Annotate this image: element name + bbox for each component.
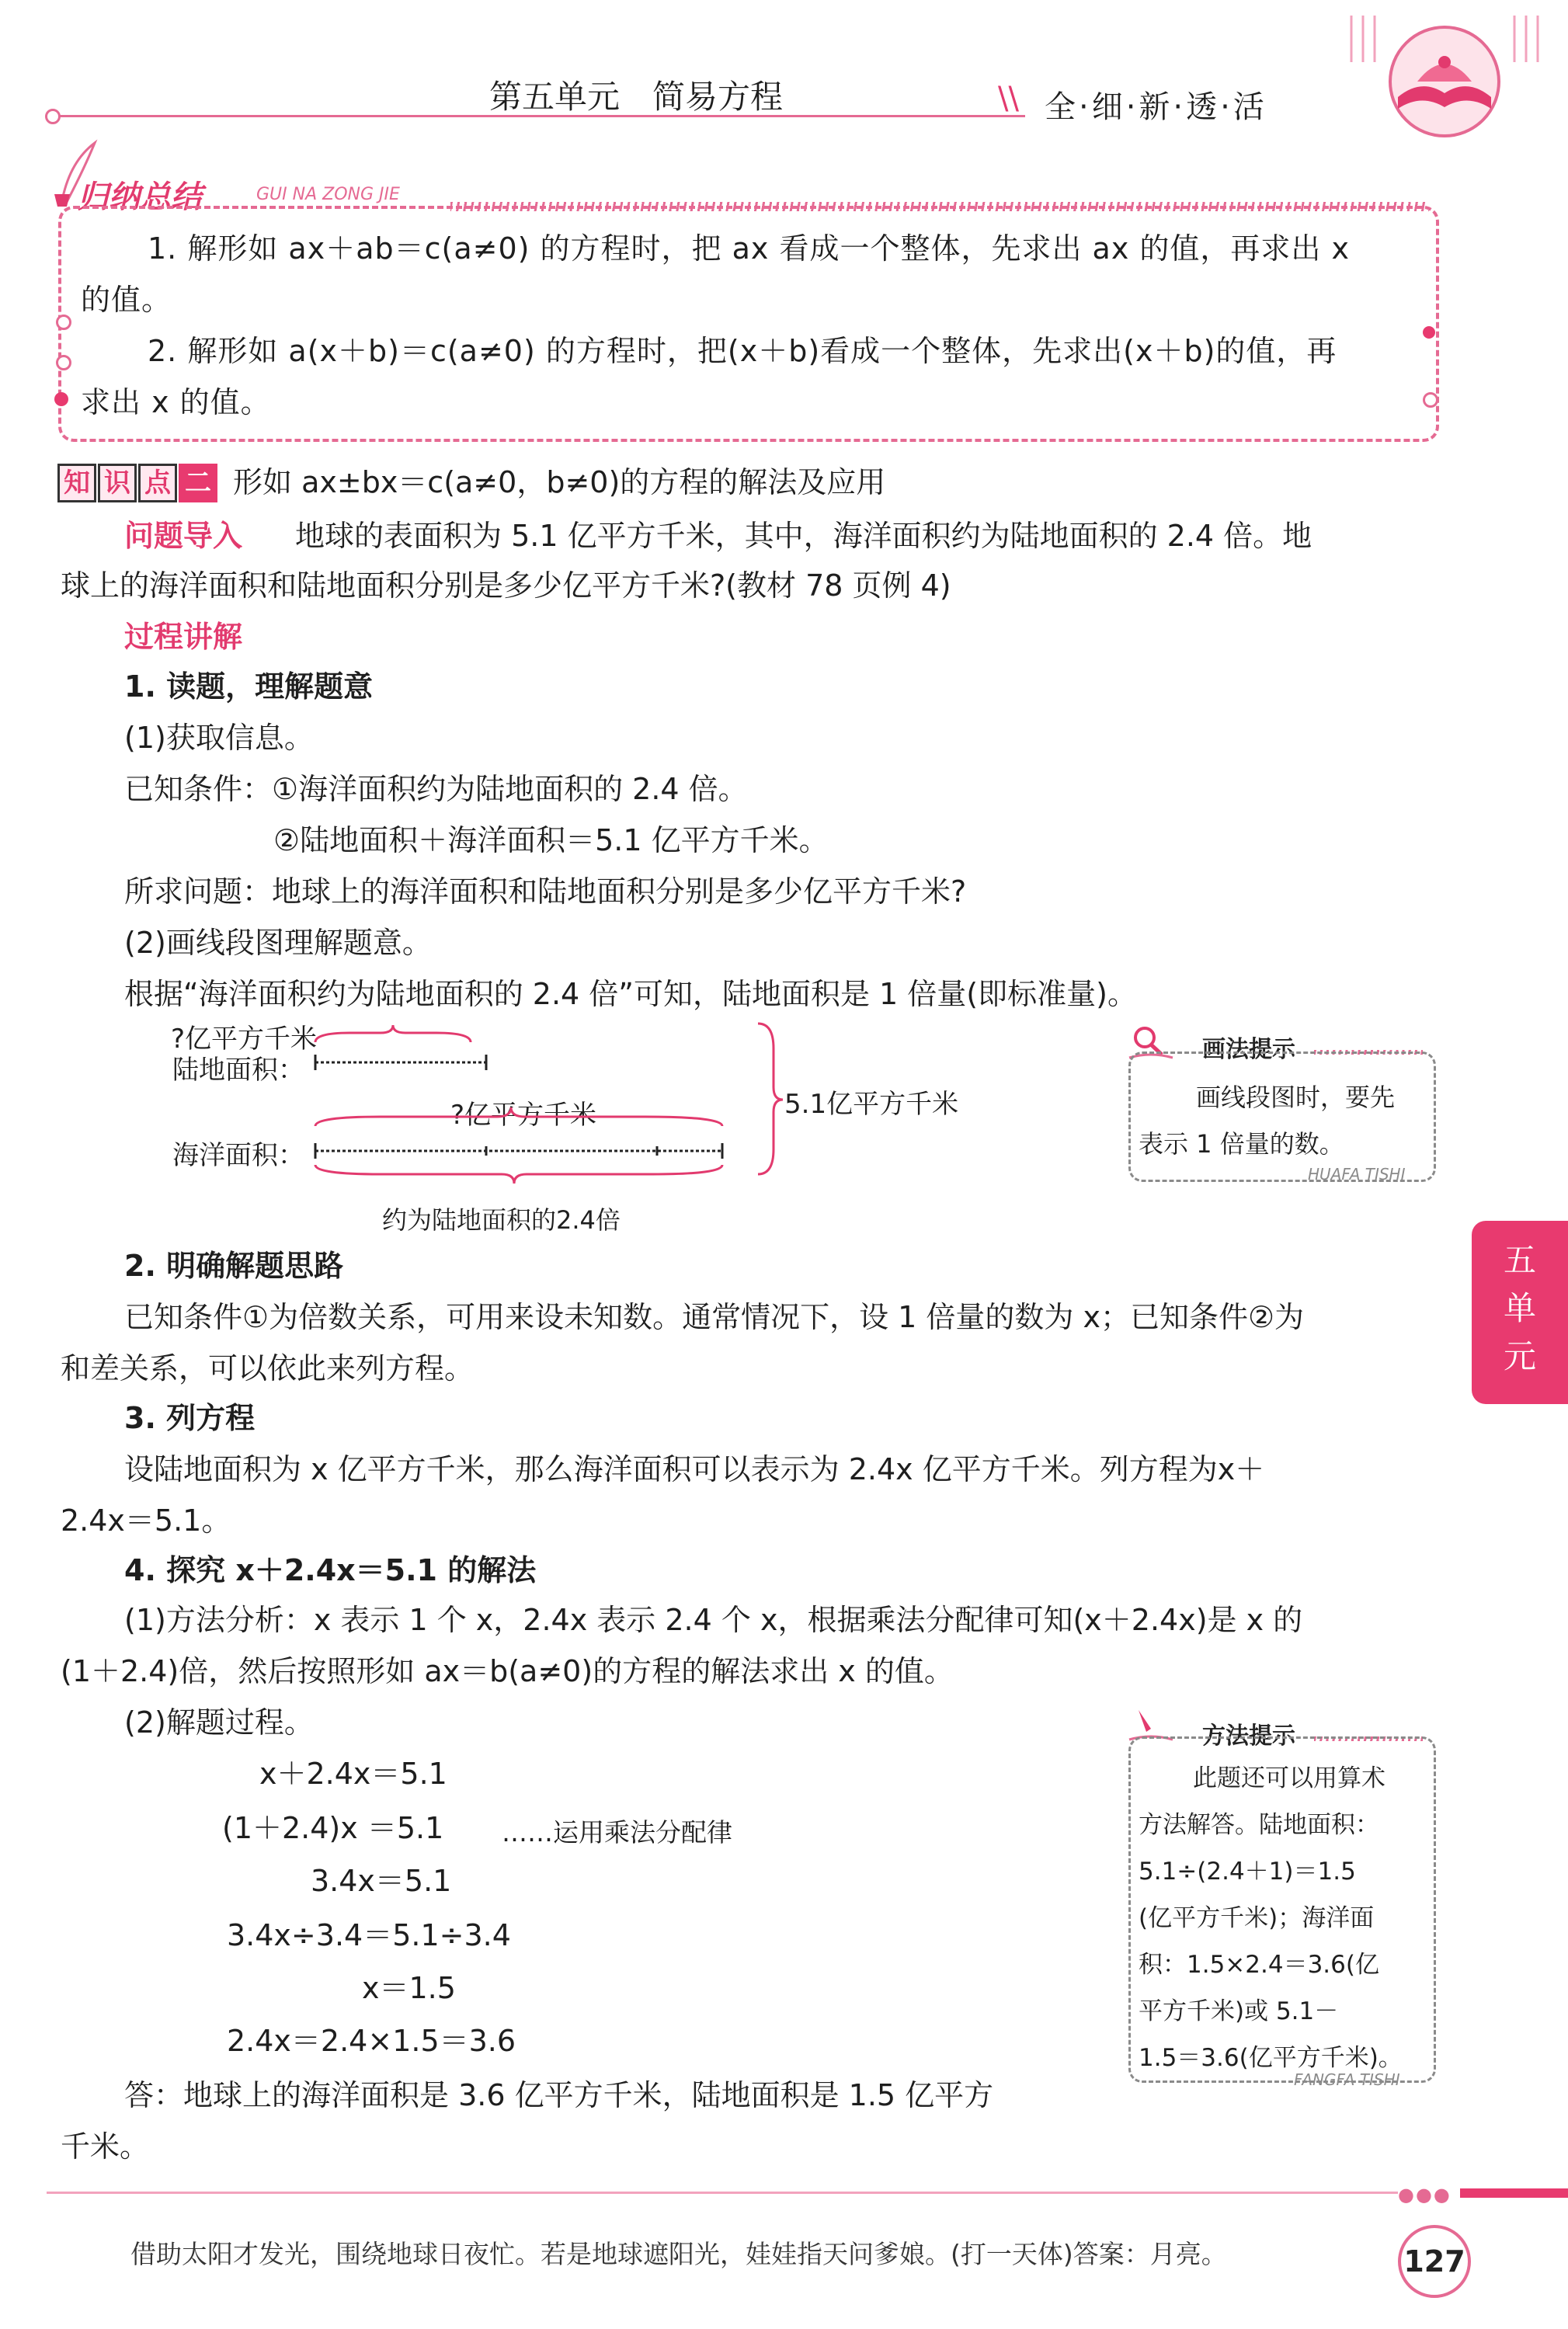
land-top-label: ?亿平方千米 [171,1024,318,1055]
equation-line: 3.4x÷3.4＝5.1÷3.4 [227,1918,511,1952]
total-brace [758,1024,783,1174]
slash-decoration: \\ [998,81,1019,116]
equation-line: (1＋2.4)x ＝5.1 [222,1811,444,1845]
step-1-1: (1)获取信息。 [124,721,314,755]
equation-line: x＋2.4x＝5.1 [259,1757,447,1791]
kp-number: 二 [179,464,217,502]
summary-heading: 归纳总结 [78,179,202,215]
summary-dot [1423,392,1438,408]
ocean-top-label: ?亿平方千米 [450,1100,597,1131]
tip-title: 方法提示 [1202,1722,1295,1750]
answer-text: 答：地球上的海洋面积是 3.6 亿平方千米，陆地面积是 1.5 亿平方 [124,2078,994,2112]
page-number: 127 [1398,2225,1471,2298]
tip-line: 平方千米)或 5.1－ [1139,1997,1339,2025]
tip-line: 方法解答。陆地面积： [1139,1811,1379,1839]
tip-line: 积：1.5×2.4＝3.6(亿 [1139,1951,1379,1979]
kp-char: 点 [138,464,177,502]
footer-dots: ●●● [1398,2184,1452,2206]
summary-item-1-cont: 的值。 [81,283,172,317]
header-tagline: 全·细·新·透·活 [1045,89,1267,125]
land-brace [315,1025,471,1042]
step-4-heading: 4. 探究 x＋2.4x＝5.1 的解法 [124,1553,537,1587]
footer-riddle: 借助太阳才发光，围绕地球日夜忙。若是地球遮阳光，娃娃指天问爹娘。(打一天体)答案：月亮。 [130,2239,1227,2269]
footer-rule [47,2192,1398,2194]
tip-pinyin: FANGFA TISHI [1294,2070,1400,2089]
process-label: 过程讲解 [124,620,243,654]
summary-item-2-cont: 求出 x 的值。 [81,385,271,419]
tip-line: (亿平方千米)；海洋面 [1139,1904,1375,1932]
ocean-brace [315,1107,722,1126]
problem-text: 地球的表面积为 5.1 亿平方千米，其中，海洋面积约为陆地面积的 2.4 倍。地 [295,519,1312,553]
total-label: 5.1亿平方千米 [784,1089,959,1120]
step-2-text-cont: 和差关系，可以依此来列方程。 [61,1351,475,1385]
tip-title: 画法提示 [1202,1036,1295,1063]
step-1-2: (2)画线段图理解题意。 [124,926,432,960]
tip-line: 5.1÷(2.4＋1)＝1.5 [1139,1858,1356,1886]
tip-line: 1.5＝3.6(亿平方千米)。 [1139,2044,1403,2072]
step-2-heading: 2. 明确解题思路 [124,1249,344,1283]
tip-line: 画线段图时，要先 [1196,1083,1396,1112]
step-3-heading: 3. 列方程 [124,1401,256,1435]
summary-dot [1423,326,1435,339]
side-tab-char: 五 [1503,1241,1536,1279]
bottom-label: 约为陆地面积的2.4倍 [382,1205,621,1235]
segment-diagram [303,1010,784,1204]
header-rule-dot [45,109,61,124]
unit-title: 第五单元 简易方程 [489,78,784,116]
footer-bar [1460,2188,1568,2198]
answer-text-cont: 千米。 [61,2129,150,2164]
side-tab-char: 元 [1503,1337,1536,1375]
equation-line: 3.4x＝5.1 [311,1864,452,1898]
step-1-heading: 1. 读题，理解题意 [124,669,374,704]
step-4-1-cont: (1＋2.4)倍，然后按照形如 ax＝b(a≠0)的方程的解法求出 x 的值。 [61,1654,954,1688]
summary-dot [54,392,68,406]
step-4-1: (1)方法分析：x 表示 1 个 x，2.4x 表示 2.4 个 x，根据乘法分配律可知(x＋2.4x)是 x 的 [124,1603,1303,1637]
known-condition-1: 已知条件：①海洋面积约为陆地面积的 2.4 倍。 [124,772,748,806]
summary-dot [56,315,71,330]
equation-note: ……运用乘法分配律 [502,1817,732,1848]
equation-line: x＝1.5 [362,1971,456,2005]
land-label: 陆地面积： [172,1055,304,1086]
unit-side-tab [1472,1221,1568,1404]
side-tab-char: 单 [1503,1289,1536,1327]
drawing-tip-box [1128,1052,1436,1182]
step-3-text: 设陆地面积为 x 亿平方千米，那么海洋面积可以表示为 2.4x 亿平方千米。列方程为x＋ [124,1452,1265,1486]
ocean-label: 海洋面积： [172,1140,304,1171]
multiple-brace [315,1165,722,1184]
tip-line: 此题还可以用算术 [1193,1764,1385,1792]
tip-line: 表示 1 倍量的数。 [1139,1129,1344,1159]
problem-label: 问题导入 [124,519,243,553]
summary-item-2: 2. 解形如 a(x＋b)＝c(a≠0) 的方程时，把(x＋b)看成一个整体，先求出(x＋b)的值，再 [148,334,1337,368]
kp-char: 识 [98,464,137,502]
summary-dot [56,355,71,370]
tip-pinyin: HUAFA TISHI [1308,1165,1406,1184]
problem-text-cont: 球上的海洋面积和陆地面积分别是多少亿平方千米?(教材 78 页例 4) [61,568,951,603]
knowledge-point-badge [57,464,219,502]
kp-char: 知 [57,464,96,502]
summary-item-1: 1. 解形如 ax＋ab＝c(a≠0) 的方程时，把 ax 看成一个整体，先求出 ax 的值，再求出 x [148,231,1350,266]
basis-text: 根据“海洋面积约为陆地面积的 2.4 倍”可知，陆地面积是 1 倍量(即标准量)。 [124,977,1137,1011]
knowledge-title: 形如 ax±bx＝c(a≠0，b≠0)的方程的解法及应用 [233,465,886,499]
step-4-2: (2)解题过程。 [124,1705,314,1740]
known-condition-2: ②陆地面积＋海洋面积＝5.1 亿平方千米。 [273,823,829,857]
step-3-text-cont: 2.4x＝5.1。 [61,1503,231,1538]
equation-line: 2.4x＝2.4×1.5＝3.6 [227,2024,516,2058]
summary-pinyin: GUI NA ZONG JIE [256,185,400,204]
book-emblem-icon [1344,16,1545,140]
step-2-text: 已知条件①为倍数关系，可用来设未知数。通常情况下，设 1 倍量的数为 x；已知条件②为 [124,1300,1305,1334]
question-ask: 所求问题：地球上的海洋面积和陆地面积分别是多少亿平方千米? [124,874,967,909]
